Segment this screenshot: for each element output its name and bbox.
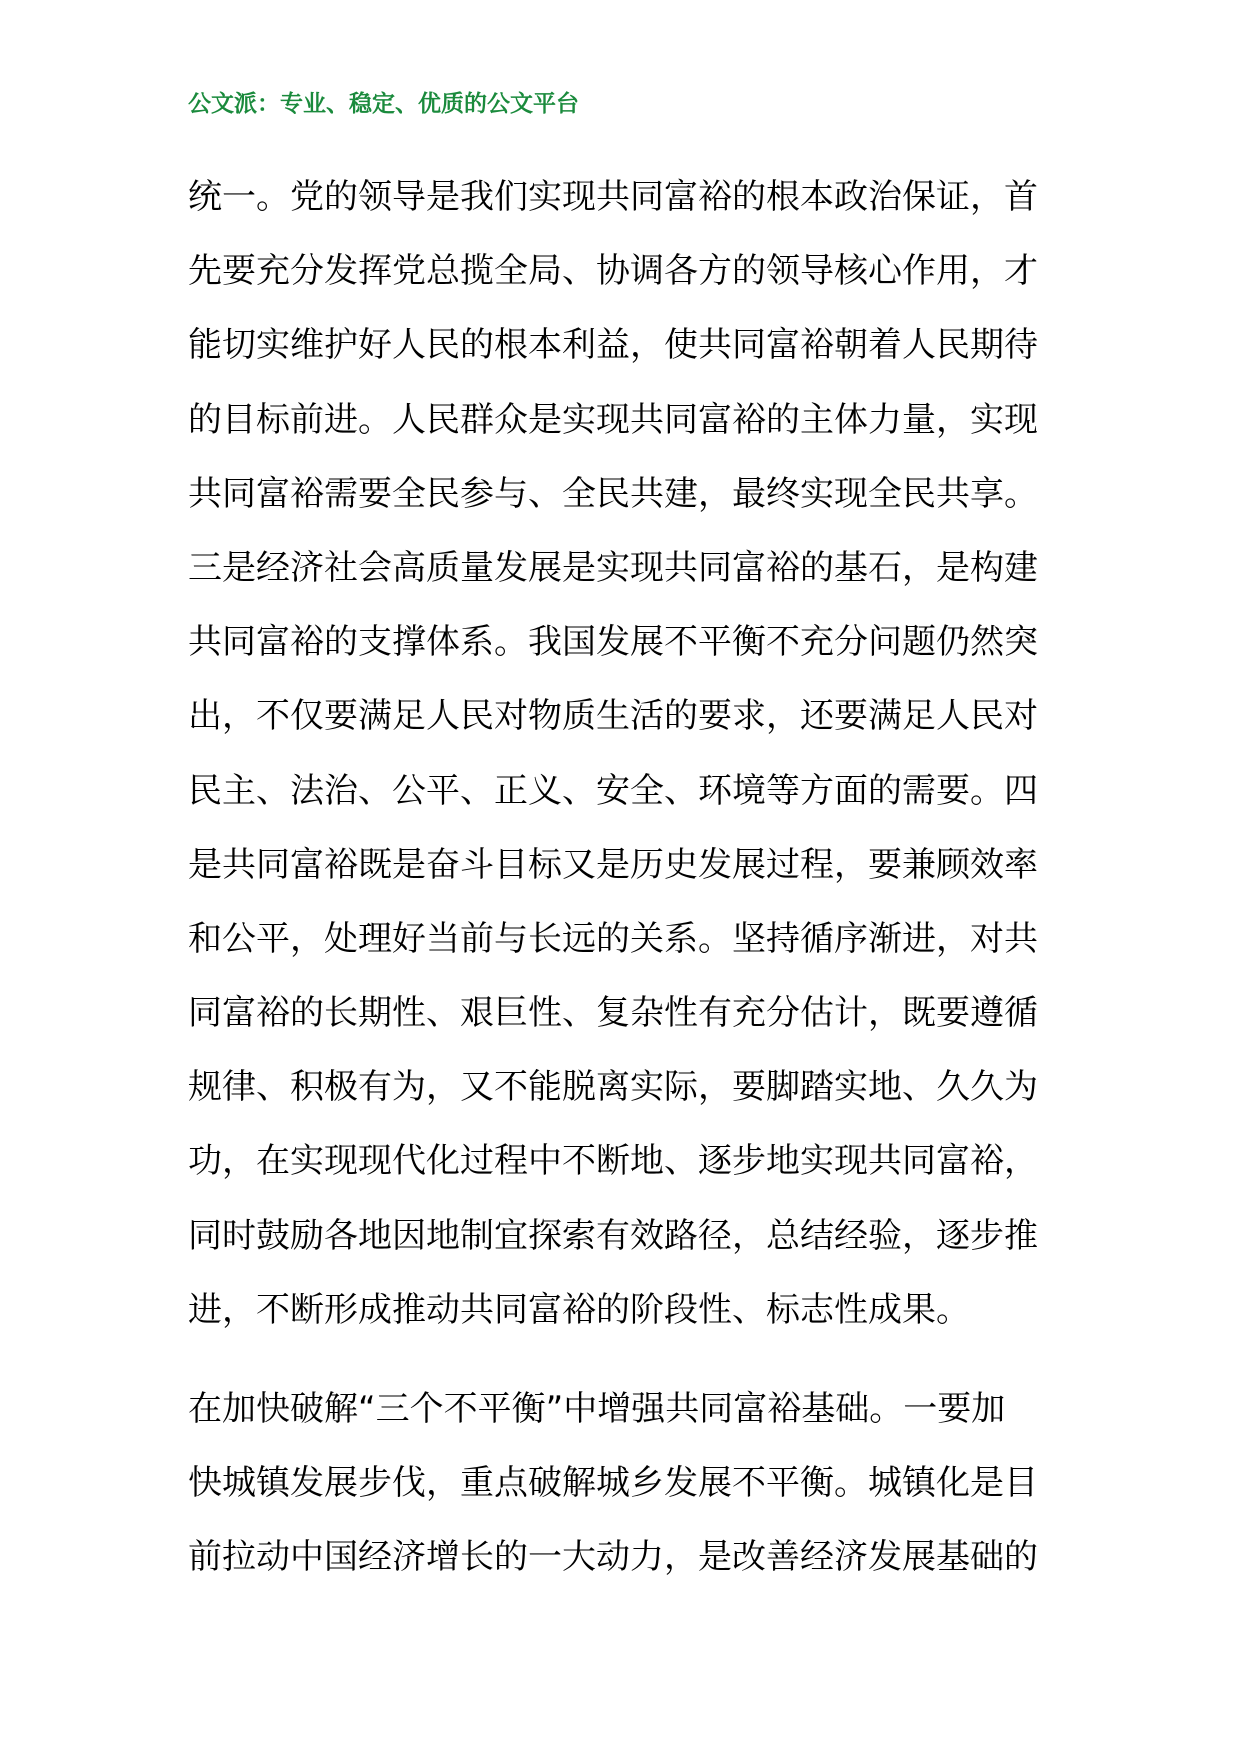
text-line: 的目标前进。人民群众是实现共同富裕的主体力量，实现 bbox=[188, 399, 1038, 440]
text-line: 前拉动中国经济增长的一大动力，是改善经济发展基础的 bbox=[188, 1537, 1038, 1578]
text-line: 共同富裕需要全民参与、全民共建，最终实现全民共享。 bbox=[188, 473, 1038, 514]
text-line: 共同富裕的支撑体系。我国发展不平衡不充分问题仍然突 bbox=[188, 622, 1038, 663]
text-line: 在加快破解“三个不平衡”中增强共同富裕基础。一要加 bbox=[188, 1389, 1006, 1429]
text-line: 快城镇发展步伐，重点破解城乡发展不平衡。城镇化是目 bbox=[188, 1463, 1038, 1504]
text-line: 三是经济社会高质量发展是实现共同富裕的基石，是构建 bbox=[188, 547, 1038, 588]
text-line: 进，不断形成推动共同富裕的阶段性、标志性成果。 bbox=[188, 1289, 970, 1330]
text-line: 同时鼓励各地因地制宜探索有效路径，总结经验，逐步推 bbox=[188, 1215, 1038, 1256]
text-line: 统一。党的领导是我们实现共同富裕的根本政治保证，首 bbox=[188, 177, 1038, 217]
paragraph-1 bbox=[188, 160, 1058, 1347]
text-line: 同富裕的长期性、艰巨性、复杂性有充分估计，既要遵循 bbox=[188, 993, 1038, 1034]
paragraph-2 bbox=[188, 1372, 1058, 1595]
text-line: 是共同富裕既是奋斗目标又是历史发展过程，要兼顾效率 bbox=[188, 844, 1038, 885]
text-line: 能切实维护好人民的根本利益，使共同富裕朝着人民期待 bbox=[188, 325, 1038, 366]
text-line: 出，不仅要满足人民对物质生活的要求，还要满足人民对 bbox=[188, 696, 1038, 737]
text-line: 民主、法治、公平、正义、安全、环境等方面的需要。四 bbox=[188, 770, 1038, 811]
text-line: 和公平，处理好当前与长远的关系。坚持循序渐进，对共 bbox=[188, 918, 1038, 959]
text-line: 先要充分发挥党总揽全局、协调各方的领导核心作用，才 bbox=[188, 251, 1038, 292]
text-line: 功，在实现现代化过程中不断地、逐步地实现共同富裕， bbox=[188, 1141, 1038, 1182]
site-header: 公文派：专业、稳定、优质的公文平台 bbox=[188, 91, 579, 117]
text-line: 规律、积极有为，又不能脱离实际，要脚踏实地、久久为 bbox=[188, 1067, 1038, 1108]
